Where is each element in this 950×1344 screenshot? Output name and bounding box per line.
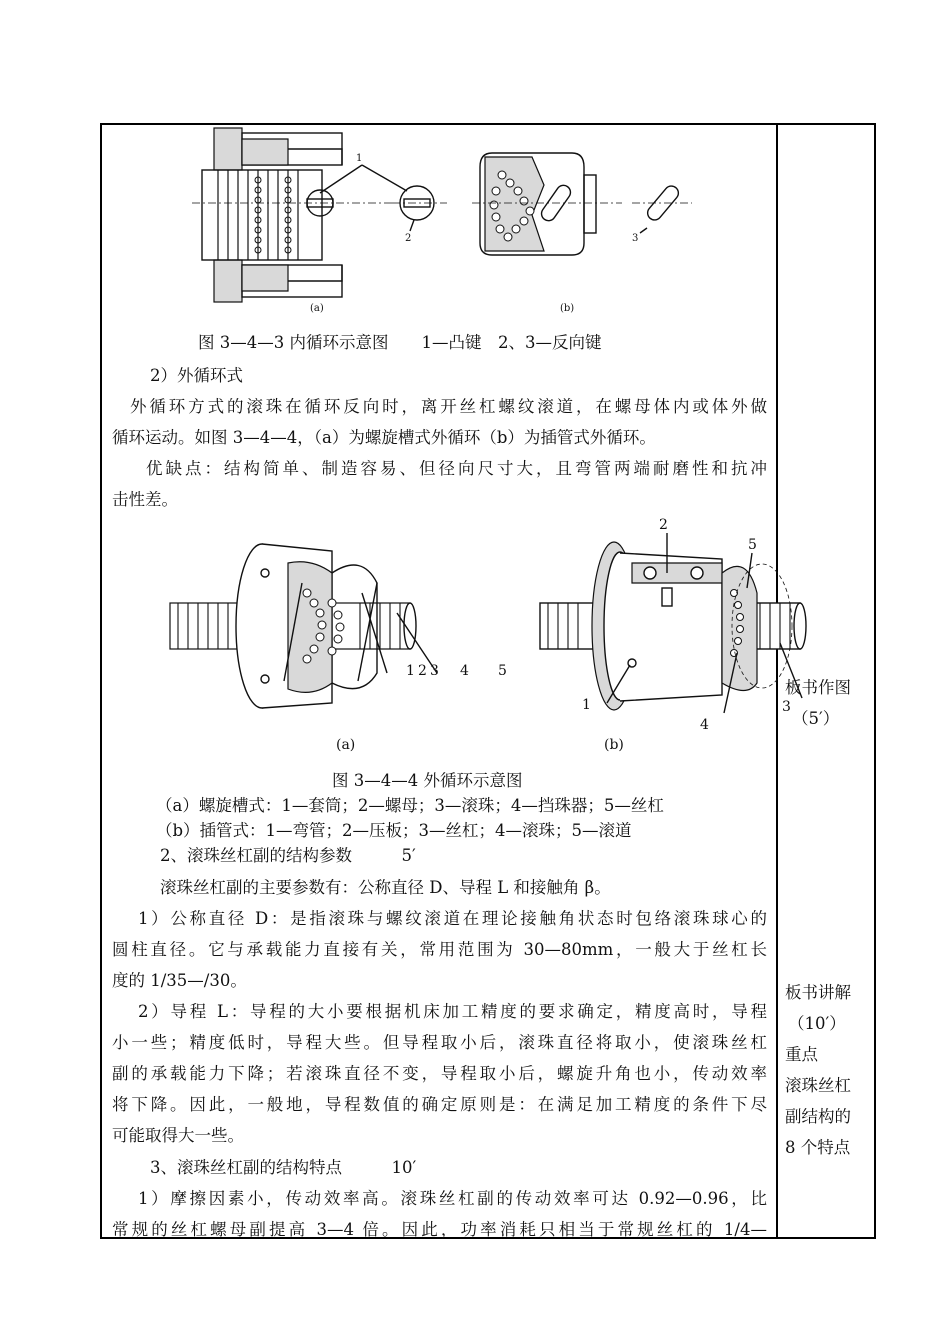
figure-label-3: 3 <box>782 699 791 715</box>
figure-caption: 图 3—4—3 内循环示意图 1—凸键 2、3—反向键 <box>198 333 602 352</box>
figure-label-1: 1 <box>582 697 591 713</box>
figure-label-5: 5 <box>498 663 507 679</box>
side-note: 副结构的 <box>785 1107 851 1126</box>
figure-a-key-detail <box>320 153 447 244</box>
paragraph-line: 优缺点：结构简单、制造容易、但径向尺寸大，且弯管两端耐磨性和抗冲 <box>146 459 767 478</box>
side-note: 滚珠丝杠 <box>785 1076 851 1095</box>
figure-internal-circulation <box>192 125 712 320</box>
side-note: （10′） <box>788 1014 846 1033</box>
figure-label-1: 1 <box>356 153 363 164</box>
figure-a-sublabel: (a) <box>310 303 324 314</box>
side-note: 板书讲解 <box>785 983 851 1002</box>
figure-b-insert-tube <box>540 517 806 733</box>
figure-label-1: 1 <box>406 663 415 679</box>
figure-a-sublabel: (a) <box>336 737 356 753</box>
content-column <box>102 125 791 1239</box>
side-note: 8 个特点 <box>785 1138 851 1157</box>
figure-label-3: 3 <box>430 663 439 679</box>
paragraph-line: 击性差。 <box>112 490 178 509</box>
paragraph-line: 常规的丝杠螺母副提高 3—4 倍。因此，功率消耗只相当于常规丝杠的 1/4— <box>112 1220 767 1239</box>
side-note: 重点 <box>785 1045 818 1064</box>
figure-legend: （a）螺旋槽式：1—套筒；2—螺母；3—滚珠；4—挡珠器；5—丝杠 <box>156 796 664 815</box>
paragraph-line: 可能取得大一些。 <box>112 1126 244 1145</box>
paragraph-line: 小一些；精度低时，导程大些。但导程取小后，滚珠直径将取小，使滚珠丝杠 <box>112 1033 767 1052</box>
figure-caption: 图 3—4—4 外循环示意图 <box>332 771 523 790</box>
paragraph-line: 滚珠丝杠副的主要参数有：公称直径 D、导程 L 和接触角 β。 <box>160 878 611 897</box>
figure-label-2: 2 <box>659 517 668 533</box>
paragraph-line: 1）公称直径 D：是指滚珠与螺纹滚道在理论接触角状态时包络滚珠球心的 <box>138 909 767 928</box>
figure-label-5: 5 <box>748 537 757 553</box>
figure-b-sublabel: (b) <box>560 303 575 314</box>
notes-column <box>778 125 874 1237</box>
side-note: （5′） <box>792 709 840 728</box>
figure-b-sublabel: (b) <box>604 737 624 753</box>
lesson-table <box>100 123 876 1239</box>
figure-label-4: 4 <box>460 663 469 679</box>
figure-label-4: 4 <box>700 717 709 733</box>
figure-a-spiral-groove <box>170 544 507 708</box>
paragraph-line: 2）导程 L：导程的大小要根据机床加工精度的要求确定，精度高时，导程 <box>138 1002 767 1021</box>
section-heading: 2、滚珠丝杠副的结构参数 5′ <box>160 846 416 865</box>
paragraph-line: 度的 1/35—/30。 <box>112 971 247 990</box>
figure-b-key-detail <box>632 183 692 244</box>
section-heading: 3、滚珠丝杠副的结构特点 10′ <box>150 1158 417 1177</box>
side-note: 板书作图 <box>785 678 851 697</box>
paragraph-line: 1）摩擦因素小，传动效率高。滚珠丝杠副的传动效率可达 0.92—0.96，比 <box>138 1189 767 1208</box>
paragraph-line: 副的承载能力下降；若滚珠直径不变，导程取小后，螺旋升角也小，传动效率 <box>112 1064 767 1083</box>
paragraph-line: 圆柱直径。它与承载能力直接有关，常用范围为 30—80mm，一般大于丝杠长 <box>112 940 767 959</box>
section-heading: 2）外循环式 <box>150 366 243 385</box>
figure-label-3: 3 <box>632 233 639 244</box>
figure-b-nut-view <box>472 153 622 255</box>
figure-legend: （b）插管式：1—弯管；2—压板；3—丝杠；4—滚珠；5—滚道 <box>156 821 632 840</box>
paragraph-line: 外循环方式的滚珠在循环反向时，离开丝杠螺纹滚道，在螺母体内或体外做 <box>130 397 767 416</box>
paragraph-line: 将下降。因此，一般地，导程数值的确定原则是：在满足加工精度的条件下尽 <box>112 1095 767 1114</box>
figure-label-2: 2 <box>405 233 412 244</box>
figure-external-circulation <box>162 513 791 753</box>
figure-label-2: 2 <box>418 663 427 679</box>
paragraph-line: 循环运动。如图 3—4—4，（a）为螺旋槽式外循环（b）为插管式外循环。 <box>112 428 656 447</box>
